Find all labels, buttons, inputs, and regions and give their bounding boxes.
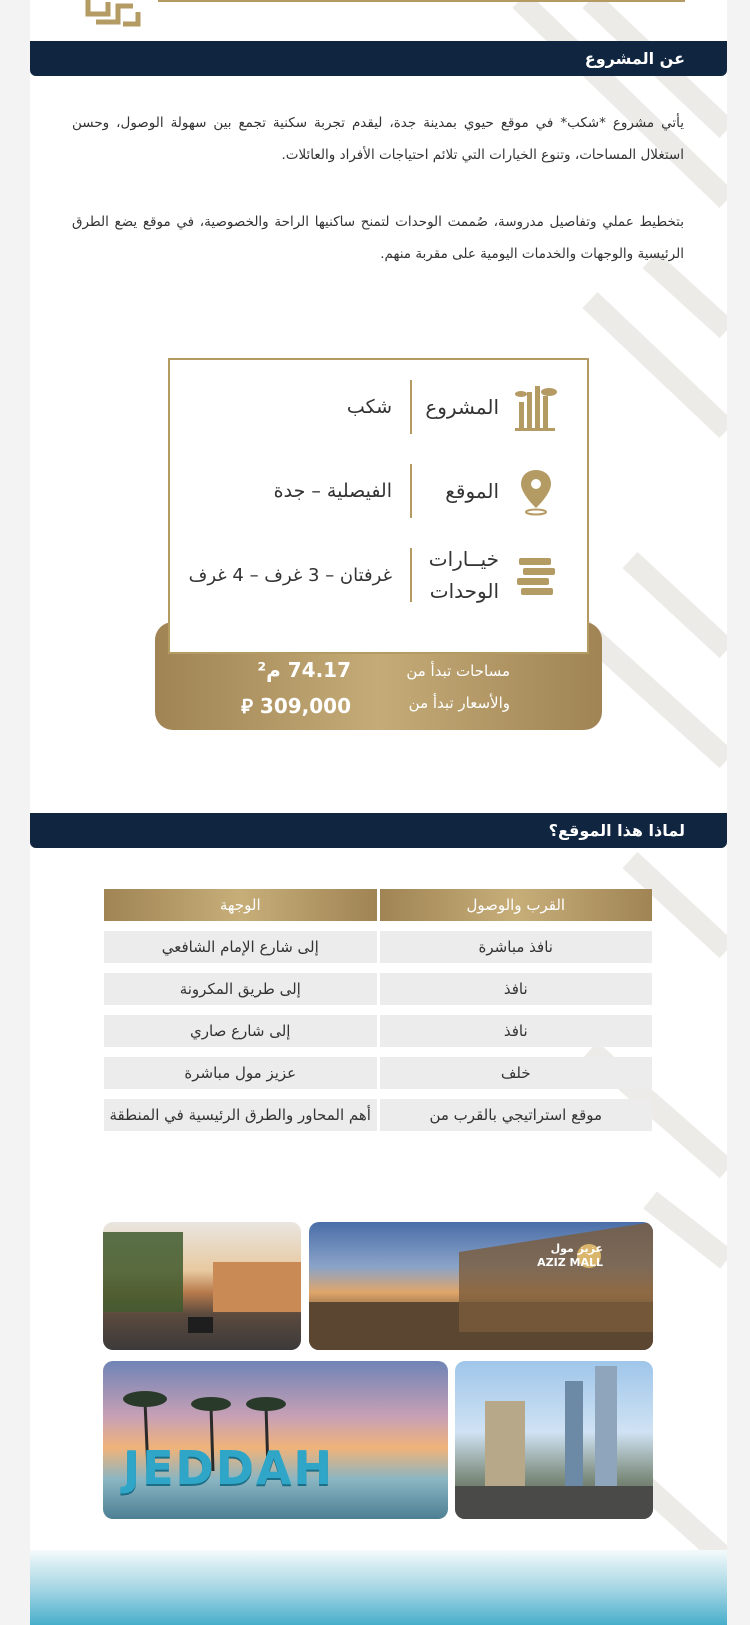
info-value: الفيصلية – جدة [273, 480, 392, 502]
about-paragraph-2: بتخطيط عملي وتفاصيل مدروسة، صُممت الوحدات لتمنح ساكنيها الراحة والخصوصية، في موقع يضع الطرق الرئيسية والوجهات والخدمات اليومية على مقربة منهم. [72, 214, 684, 262]
project-info-card [168, 358, 589, 654]
logo-icon [78, 0, 158, 34]
about-paragraph-1: يأتي مشروع *شكب* في موقع حيوي بمدينة جدة، ليقدم تجربة سكنية تجمع بين سهولة الوصول، وحسن استغلال المساحات، وتنوع الخيارات التي تلائم احتياجات الأفراد والعائلات. [72, 115, 684, 163]
location-pin-icon [513, 466, 559, 516]
location-table [104, 889, 652, 1141]
info-value: غرفتان – 3 غرف – 4 غرف [188, 564, 392, 586]
column-header-destination: الوجهة [104, 889, 377, 921]
info-row-project [170, 372, 587, 442]
table-row [104, 931, 652, 963]
info-row-units [170, 540, 587, 610]
table-cell: نافذ [380, 1015, 653, 1047]
divider [410, 548, 412, 602]
table-cell: أهم المحاور والطرق الرئيسية في المنطقة [104, 1099, 377, 1131]
towers-photo [455, 1361, 653, 1519]
page [30, 0, 727, 1625]
jeddah-sign-photo [103, 1361, 448, 1519]
mall-sign-text: عزيز مول AZIZ MALL [537, 1242, 603, 1269]
info-value: شكب [346, 396, 392, 418]
mall-photo [309, 1222, 653, 1350]
street-scene [103, 1222, 301, 1350]
divider [410, 380, 412, 434]
table-cell: عزيز مول مباشرة [104, 1057, 377, 1089]
divider [410, 464, 412, 518]
table-cell: موقع استراتيجي بالقرب من [380, 1099, 653, 1131]
top-divider [158, 0, 685, 2]
table-cell: نافذ [380, 973, 653, 1005]
jeddah-word: JEDDAH [123, 1441, 335, 1495]
table-cell: نافذ مباشرة [380, 931, 653, 963]
table-header [104, 889, 652, 921]
info-label: الموقع [445, 479, 499, 503]
table-row [104, 1015, 652, 1047]
jeddah-scene [103, 1361, 448, 1519]
about-heading: عن المشروع [584, 49, 685, 68]
price-label: والأسعار تبدأ من [408, 694, 510, 712]
table-row [104, 973, 652, 1005]
price-value: 309,000 ⃁ [241, 694, 351, 718]
table-cell: خلف [380, 1057, 653, 1089]
why-location-header [30, 813, 727, 848]
info-label: خيــارات الوحدات [428, 547, 499, 603]
about-section-header [30, 41, 727, 76]
stack-icon [513, 550, 559, 600]
column-header-access: القرب والوصول [380, 889, 653, 921]
table-cell: إلى شارع صاري [104, 1015, 377, 1047]
info-row-location [170, 456, 587, 526]
table-cell: إلى طريق المكرونة [104, 973, 377, 1005]
footer-wave [30, 1550, 727, 1625]
table-row [104, 1099, 652, 1131]
table-row [104, 1057, 652, 1089]
towers-scene [455, 1361, 653, 1519]
area-label: مساحات تبدأ من [406, 662, 510, 680]
why-location-heading: لماذا هذا الموقع؟ [548, 821, 685, 840]
area-value: 74.17 م² [257, 658, 351, 682]
building-icon [513, 382, 559, 432]
street-photo [103, 1222, 301, 1350]
table-cell: إلى شارع الإمام الشافعي [104, 931, 377, 963]
info-label: المشروع [425, 395, 499, 419]
